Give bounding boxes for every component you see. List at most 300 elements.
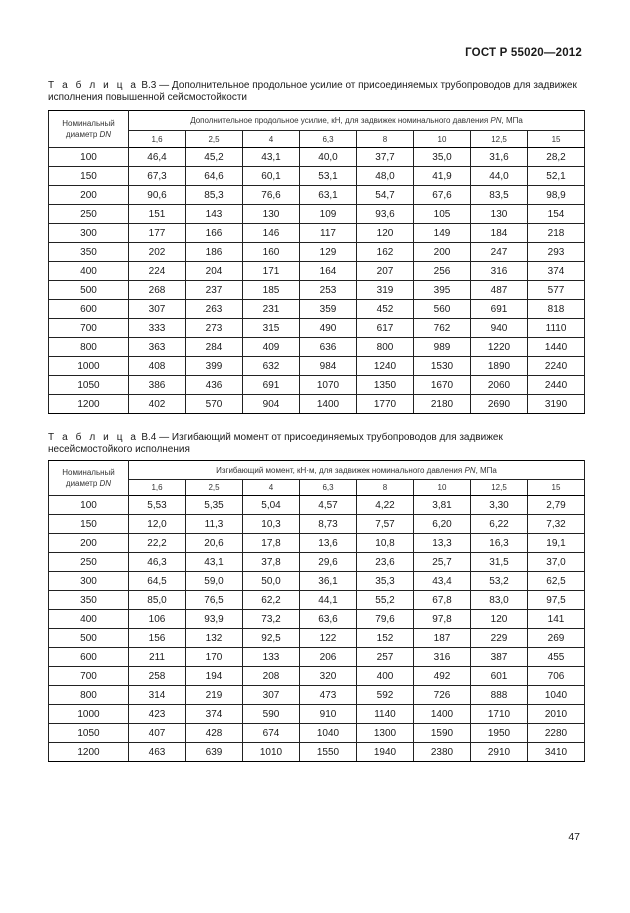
table-b4-label: Т а б л и ц а <box>48 432 139 443</box>
value-cell: 284 <box>186 338 243 357</box>
value-cell: 46,3 <box>129 553 186 572</box>
value-cell: 48,0 <box>357 167 414 186</box>
value-cell: 2010 <box>528 705 585 724</box>
table-row <box>49 515 585 534</box>
value-cell: 5,04 <box>243 496 300 515</box>
value-cell: 79,6 <box>357 610 414 629</box>
value-cell: 54,7 <box>357 186 414 205</box>
value-cell: 395 <box>414 281 471 300</box>
value-cell: 1590 <box>414 724 471 743</box>
value-cell: 1220 <box>471 338 528 357</box>
value-cell: 97,8 <box>414 610 471 629</box>
value-cell: 194 <box>186 667 243 686</box>
value-cell: 93,6 <box>357 205 414 224</box>
table-row <box>49 262 585 281</box>
value-cell: 67,8 <box>414 591 471 610</box>
value-cell: 83,0 <box>471 591 528 610</box>
pressure-column-header: 12,5 <box>471 131 528 148</box>
value-cell: 888 <box>471 686 528 705</box>
value-cell: 17,8 <box>243 534 300 553</box>
value-cell: 316 <box>471 262 528 281</box>
table-row <box>49 724 585 743</box>
value-cell: 76,5 <box>186 591 243 610</box>
value-cell: 62,2 <box>243 591 300 610</box>
value-cell: 85,3 <box>186 186 243 205</box>
pressure-column-header: 2,5 <box>186 480 243 496</box>
value-cell: 1400 <box>300 395 357 414</box>
table-row <box>49 167 585 186</box>
value-cell: 590 <box>243 705 300 724</box>
value-cell: 387 <box>471 648 528 667</box>
value-cell: 423 <box>129 705 186 724</box>
value-cell: 3,81 <box>414 496 471 515</box>
value-cell: 1530 <box>414 357 471 376</box>
table-row <box>49 572 585 591</box>
value-cell: 2380 <box>414 743 471 762</box>
value-cell: 386 <box>129 376 186 395</box>
table-b3-number: В.3 <box>141 80 157 91</box>
dn-cell: 800 <box>49 686 129 705</box>
value-cell: 726 <box>414 686 471 705</box>
value-cell: 16,3 <box>471 534 528 553</box>
value-cell: 43,1 <box>186 553 243 572</box>
dn-cell: 150 <box>49 167 129 186</box>
value-cell: 146 <box>243 224 300 243</box>
value-cell: 315 <box>243 319 300 338</box>
value-cell: 53,2 <box>471 572 528 591</box>
table-row <box>49 281 585 300</box>
value-cell: 22,2 <box>129 534 186 553</box>
value-cell: 229 <box>471 629 528 648</box>
value-cell: 40,0 <box>300 148 357 167</box>
value-cell: 268 <box>129 281 186 300</box>
dn-cell: 500 <box>49 281 129 300</box>
dn-cell: 350 <box>49 591 129 610</box>
value-cell: 162 <box>357 243 414 262</box>
value-cell: 64,5 <box>129 572 186 591</box>
pressure-column-header: 4 <box>243 480 300 496</box>
value-cell: 1300 <box>357 724 414 743</box>
value-cell: 90,6 <box>129 186 186 205</box>
value-cell: 156 <box>129 629 186 648</box>
table-row <box>49 186 585 205</box>
value-cell: 98,9 <box>528 186 585 205</box>
dn-cell: 1050 <box>49 724 129 743</box>
table-row <box>49 224 585 243</box>
value-cell: 93,9 <box>186 610 243 629</box>
value-cell: 1350 <box>357 376 414 395</box>
value-cell: 1550 <box>300 743 357 762</box>
value-cell: 67,6 <box>414 186 471 205</box>
value-cell: 407 <box>129 724 186 743</box>
value-cell: 164 <box>300 262 357 281</box>
pressure-column-header: 4 <box>243 131 300 148</box>
dn-cell: 400 <box>49 610 129 629</box>
value-cell: 2440 <box>528 376 585 395</box>
value-cell: 29,6 <box>300 553 357 572</box>
value-cell: 1070 <box>300 376 357 395</box>
value-cell: 109 <box>300 205 357 224</box>
value-cell: 452 <box>357 300 414 319</box>
value-cell: 3190 <box>528 395 585 414</box>
document-header: ГОСТ Р 55020—2012 <box>465 47 582 59</box>
table-row <box>49 300 585 319</box>
table-row <box>49 395 585 414</box>
value-cell: 409 <box>243 338 300 357</box>
dn-cell: 250 <box>49 205 129 224</box>
value-cell: 984 <box>300 357 357 376</box>
value-cell: 1950 <box>471 724 528 743</box>
value-cell: 207 <box>357 262 414 281</box>
value-cell: 62,5 <box>528 572 585 591</box>
value-cell: 177 <box>129 224 186 243</box>
dn-cell: 500 <box>49 629 129 648</box>
value-cell: 314 <box>129 686 186 705</box>
dn-cell: 700 <box>49 667 129 686</box>
pressure-column-header: 12,5 <box>471 480 528 496</box>
value-cell: 316 <box>414 648 471 667</box>
dn-cell: 350 <box>49 243 129 262</box>
value-cell: 219 <box>186 686 243 705</box>
value-cell: 31,5 <box>471 553 528 572</box>
value-cell: 151 <box>129 205 186 224</box>
value-cell: 25,7 <box>414 553 471 572</box>
value-cell: 59,0 <box>186 572 243 591</box>
pressure-column-header: 8 <box>357 480 414 496</box>
value-cell: 37,8 <box>243 553 300 572</box>
value-cell: 473 <box>300 686 357 705</box>
value-cell: 202 <box>129 243 186 262</box>
page-number: 47 <box>568 831 580 843</box>
value-cell: 7,32 <box>528 515 585 534</box>
value-cell: 1110 <box>528 319 585 338</box>
dn-cell: 250 <box>49 553 129 572</box>
value-cell: 154 <box>528 205 585 224</box>
value-cell: 43,1 <box>243 148 300 167</box>
value-cell: 1010 <box>243 743 300 762</box>
dn-cell: 1200 <box>49 395 129 414</box>
value-cell: 117 <box>300 224 357 243</box>
value-cell: 60,1 <box>243 167 300 186</box>
value-cell: 31,6 <box>471 148 528 167</box>
value-cell: 1240 <box>357 357 414 376</box>
table-row <box>49 686 585 705</box>
value-cell: 592 <box>357 686 414 705</box>
value-cell: 143 <box>186 205 243 224</box>
value-cell: 206 <box>300 648 357 667</box>
value-cell: 940 <box>471 319 528 338</box>
dn-cell: 100 <box>49 148 129 167</box>
table-row <box>49 667 585 686</box>
value-cell: 408 <box>129 357 186 376</box>
value-cell: 307 <box>129 300 186 319</box>
dn-cell: 100 <box>49 496 129 515</box>
table-row <box>49 338 585 357</box>
value-cell: 35,0 <box>414 148 471 167</box>
pressure-column-header: 15 <box>528 480 585 496</box>
value-cell: 133 <box>243 648 300 667</box>
value-cell: 463 <box>129 743 186 762</box>
value-cell: 2,79 <box>528 496 585 515</box>
value-cell: 52,1 <box>528 167 585 186</box>
value-cell: 166 <box>186 224 243 243</box>
value-cell: 320 <box>300 667 357 686</box>
value-cell: 577 <box>528 281 585 300</box>
value-cell: 1040 <box>528 686 585 705</box>
value-cell: 2060 <box>471 376 528 395</box>
value-cell: 989 <box>414 338 471 357</box>
table-b3-title: — Дополнительное продольное усилие от присоединяемых трубопроводов для задвижек исполнения повышенной сейсмостойкости <box>48 80 577 103</box>
value-cell: 12,0 <box>129 515 186 534</box>
dn-cell: 150 <box>49 515 129 534</box>
value-cell: 258 <box>129 667 186 686</box>
value-cell: 617 <box>357 319 414 338</box>
value-cell: 55,2 <box>357 591 414 610</box>
value-cell: 639 <box>186 743 243 762</box>
value-cell: 63,6 <box>300 610 357 629</box>
value-cell: 218 <box>528 224 585 243</box>
value-cell: 269 <box>528 629 585 648</box>
value-cell: 1040 <box>300 724 357 743</box>
dn-cell: 1000 <box>49 705 129 724</box>
value-cell: 8,73 <box>300 515 357 534</box>
value-cell: 13,3 <box>414 534 471 553</box>
value-cell: 706 <box>528 667 585 686</box>
value-cell: 800 <box>357 338 414 357</box>
value-cell: 904 <box>243 395 300 414</box>
value-cell: 455 <box>528 648 585 667</box>
value-cell: 492 <box>414 667 471 686</box>
value-cell: 11,3 <box>186 515 243 534</box>
value-cell: 36,1 <box>300 572 357 591</box>
value-cell: 237 <box>186 281 243 300</box>
value-cell: 132 <box>186 629 243 648</box>
value-cell: 120 <box>357 224 414 243</box>
value-cell: 253 <box>300 281 357 300</box>
value-cell: 247 <box>471 243 528 262</box>
value-cell: 374 <box>528 262 585 281</box>
value-cell: 636 <box>300 338 357 357</box>
value-cell: 5,53 <box>129 496 186 515</box>
dn-cell: 400 <box>49 262 129 281</box>
dn-cell: 600 <box>49 648 129 667</box>
value-cell: 76,6 <box>243 186 300 205</box>
pressure-column-header: 15 <box>528 131 585 148</box>
value-cell: 152 <box>357 629 414 648</box>
value-cell: 64,6 <box>186 167 243 186</box>
value-cell: 601 <box>471 667 528 686</box>
value-cell: 211 <box>129 648 186 667</box>
group-header-force: Дополнительное продольное усилие, кН, для задвижек номинального давления PN, МПа <box>129 111 585 131</box>
value-cell: 10,8 <box>357 534 414 553</box>
dn-cell: 1050 <box>49 376 129 395</box>
value-cell: 92,5 <box>243 629 300 648</box>
dn-cell: 1000 <box>49 357 129 376</box>
value-cell: 200 <box>414 243 471 262</box>
value-cell: 1710 <box>471 705 528 724</box>
table-row <box>49 319 585 338</box>
value-cell: 400 <box>357 667 414 686</box>
dn-cell: 800 <box>49 338 129 357</box>
dn-cell: 300 <box>49 224 129 243</box>
pressure-column-header: 10 <box>414 480 471 496</box>
value-cell: 560 <box>414 300 471 319</box>
table-row <box>49 705 585 724</box>
dn-cell: 600 <box>49 300 129 319</box>
value-cell: 224 <box>129 262 186 281</box>
value-cell: 85,0 <box>129 591 186 610</box>
value-cell: 4,57 <box>300 496 357 515</box>
value-cell: 208 <box>243 667 300 686</box>
table-b3-label: Т а б л и ц а <box>48 80 139 91</box>
pressure-column-header: 6,3 <box>300 131 357 148</box>
value-cell: 37,0 <box>528 553 585 572</box>
value-cell: 1140 <box>357 705 414 724</box>
value-cell: 6,22 <box>471 515 528 534</box>
value-cell: 204 <box>186 262 243 281</box>
table-row <box>49 610 585 629</box>
value-cell: 46,4 <box>129 148 186 167</box>
value-cell: 10,3 <box>243 515 300 534</box>
value-cell: 3,30 <box>471 496 528 515</box>
value-cell: 45,2 <box>186 148 243 167</box>
row-header-dn: Номинальный диаметр DN <box>49 461 129 496</box>
table-row <box>49 534 585 553</box>
value-cell: 35,3 <box>357 572 414 591</box>
value-cell: 428 <box>186 724 243 743</box>
value-cell: 20,6 <box>186 534 243 553</box>
value-cell: 632 <box>243 357 300 376</box>
value-cell: 1670 <box>414 376 471 395</box>
value-cell: 263 <box>186 300 243 319</box>
table-b4 <box>48 460 585 762</box>
value-cell: 3410 <box>528 743 585 762</box>
value-cell: 691 <box>471 300 528 319</box>
value-cell: 293 <box>528 243 585 262</box>
value-cell: 83,5 <box>471 186 528 205</box>
value-cell: 2180 <box>414 395 471 414</box>
pressure-column-header: 1,6 <box>129 131 186 148</box>
value-cell: 105 <box>414 205 471 224</box>
value-cell: 130 <box>243 205 300 224</box>
value-cell: 487 <box>471 281 528 300</box>
value-cell: 910 <box>300 705 357 724</box>
value-cell: 674 <box>243 724 300 743</box>
value-cell: 1400 <box>414 705 471 724</box>
value-cell: 256 <box>414 262 471 281</box>
value-cell: 363 <box>129 338 186 357</box>
value-cell: 120 <box>471 610 528 629</box>
value-cell: 185 <box>243 281 300 300</box>
dn-cell: 300 <box>49 572 129 591</box>
value-cell: 691 <box>243 376 300 395</box>
value-cell: 23,6 <box>357 553 414 572</box>
value-cell: 273 <box>186 319 243 338</box>
dn-cell: 700 <box>49 319 129 338</box>
value-cell: 333 <box>129 319 186 338</box>
value-cell: 28,2 <box>528 148 585 167</box>
table-b4-caption <box>48 432 584 456</box>
table-row <box>49 591 585 610</box>
value-cell: 359 <box>300 300 357 319</box>
dn-cell: 1200 <box>49 743 129 762</box>
table-b3-caption <box>48 80 584 104</box>
value-cell: 53,1 <box>300 167 357 186</box>
value-cell: 402 <box>129 395 186 414</box>
value-cell: 186 <box>186 243 243 262</box>
value-cell: 170 <box>186 648 243 667</box>
table-row <box>49 148 585 167</box>
value-cell: 44,1 <box>300 591 357 610</box>
value-cell: 399 <box>186 357 243 376</box>
value-cell: 160 <box>243 243 300 262</box>
pressure-column-header: 6,3 <box>300 480 357 496</box>
table-row <box>49 648 585 667</box>
value-cell: 19,1 <box>528 534 585 553</box>
value-cell: 7,57 <box>357 515 414 534</box>
value-cell: 141 <box>528 610 585 629</box>
value-cell: 2690 <box>471 395 528 414</box>
table-row <box>49 743 585 762</box>
table-b4-title: — Изгибающий момент от присоединяемых трубопроводов для задвижек несейсмостойкого исполнения <box>48 432 503 455</box>
table-row <box>49 243 585 262</box>
dn-cell: 200 <box>49 186 129 205</box>
table-b4-number: В.4 <box>141 432 157 443</box>
value-cell: 436 <box>186 376 243 395</box>
value-cell: 1940 <box>357 743 414 762</box>
value-cell: 307 <box>243 686 300 705</box>
value-cell: 184 <box>471 224 528 243</box>
table-row <box>49 205 585 224</box>
value-cell: 2280 <box>528 724 585 743</box>
value-cell: 1440 <box>528 338 585 357</box>
value-cell: 106 <box>129 610 186 629</box>
dn-cell: 200 <box>49 534 129 553</box>
value-cell: 5,35 <box>186 496 243 515</box>
value-cell: 2240 <box>528 357 585 376</box>
value-cell: 149 <box>414 224 471 243</box>
value-cell: 570 <box>186 395 243 414</box>
value-cell: 50,0 <box>243 572 300 591</box>
value-cell: 129 <box>300 243 357 262</box>
pressure-column-header: 10 <box>414 131 471 148</box>
value-cell: 44,0 <box>471 167 528 186</box>
pressure-column-header: 2,5 <box>186 131 243 148</box>
value-cell: 43,4 <box>414 572 471 591</box>
value-cell: 257 <box>357 648 414 667</box>
value-cell: 122 <box>300 629 357 648</box>
value-cell: 2910 <box>471 743 528 762</box>
value-cell: 130 <box>471 205 528 224</box>
value-cell: 374 <box>186 705 243 724</box>
value-cell: 97,5 <box>528 591 585 610</box>
row-header-dn: Номинальный диаметр DN <box>49 111 129 148</box>
value-cell: 319 <box>357 281 414 300</box>
value-cell: 1770 <box>357 395 414 414</box>
value-cell: 818 <box>528 300 585 319</box>
table-row <box>49 357 585 376</box>
pressure-column-header: 8 <box>357 131 414 148</box>
value-cell: 171 <box>243 262 300 281</box>
table-b3 <box>48 110 585 414</box>
value-cell: 37,7 <box>357 148 414 167</box>
pressure-column-header: 1,6 <box>129 480 186 496</box>
value-cell: 231 <box>243 300 300 319</box>
table-row <box>49 553 585 572</box>
value-cell: 1890 <box>471 357 528 376</box>
value-cell: 762 <box>414 319 471 338</box>
group-header-moment: Изгибающий момент, кН·м, для задвижек номинального давления PN, МПа <box>129 461 585 480</box>
